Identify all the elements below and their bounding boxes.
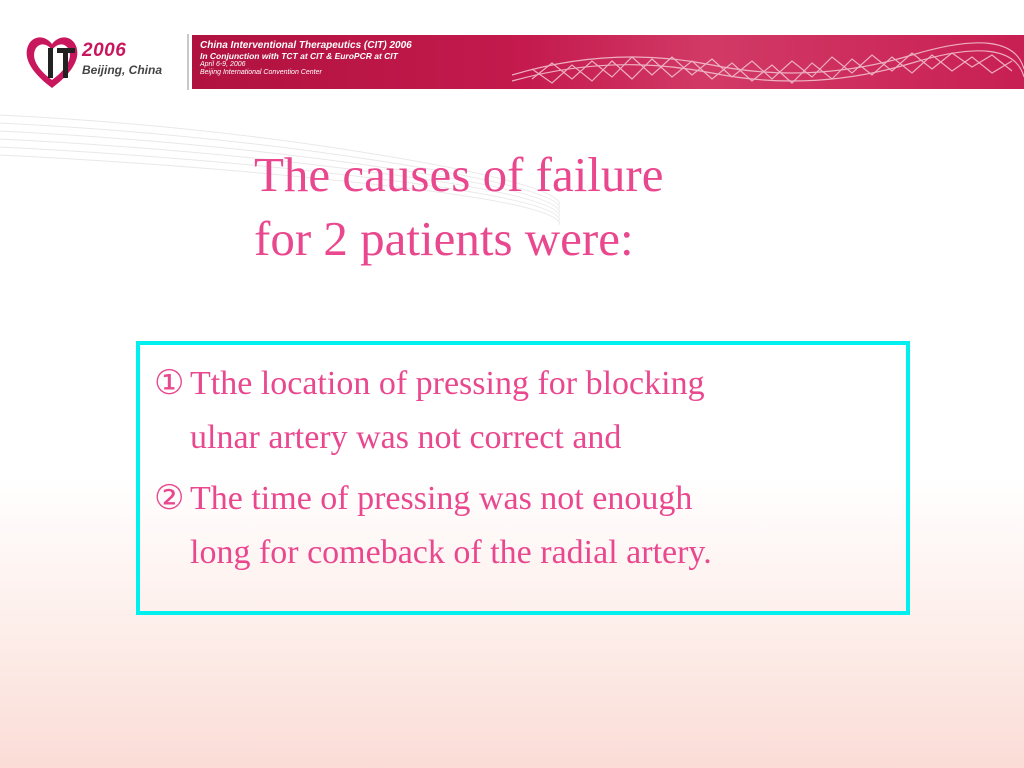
- cause-1-text-2: ulnar artery was not correct and: [190, 419, 622, 456]
- conference-venue: Beijing International Convention Center: [200, 69, 322, 77]
- logo-year: 2006: [82, 40, 127, 61]
- cause-2-text-2: long for comeback of the radial artery.: [190, 534, 712, 571]
- conference-dates: April 6-9, 2006: [200, 61, 246, 69]
- cause-2-text-1: The time of pressing was not enough: [190, 480, 693, 517]
- heart-logo-icon: [22, 30, 82, 92]
- stent-graphic-icon: [492, 35, 1024, 89]
- cause-item-2: [154, 472, 904, 580]
- causes-box: [136, 341, 910, 615]
- title-line-2: for 2 patients were:: [254, 211, 634, 266]
- header-band: [192, 35, 1024, 89]
- conference-conjunction: In Conjunction with TCT at CIT & EuroPCR at CIT: [200, 50, 398, 61]
- conference-info: [200, 40, 412, 77]
- title-line-1: The causes of failure: [254, 147, 664, 202]
- cause-2-marker: ②: [154, 480, 185, 517]
- logo-divider: [187, 34, 189, 90]
- conference-name: China Interventional Therapeutics (CIT) 2006: [200, 40, 412, 51]
- slide-title: [254, 143, 664, 271]
- cause-1-marker: ①: [154, 365, 185, 402]
- cause-1-text-1: Tthe location of pressing for blocking: [190, 365, 705, 402]
- cause-item-1: [154, 357, 904, 465]
- cause-2-line-1: [154, 472, 904, 526]
- cause-1-line-1: [154, 357, 904, 411]
- logo-city: Beijing, China: [82, 63, 163, 77]
